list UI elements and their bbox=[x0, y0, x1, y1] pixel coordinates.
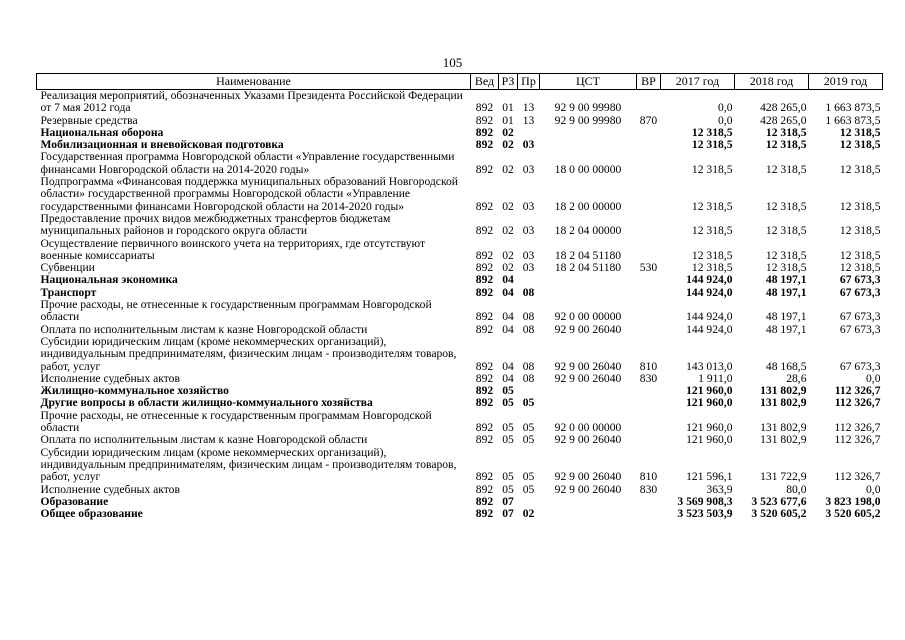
table-row bbox=[37, 90, 883, 115]
cell-name: Резервные средства bbox=[40, 113, 138, 127]
cell-2017: 121 960,0 bbox=[686, 433, 733, 447]
cell-2019: 12 318,5 bbox=[839, 199, 881, 213]
cell-name: Другие вопросы в области жилищно-коммунального хозяйства bbox=[40, 396, 373, 410]
cell-2017: 143 013,0 bbox=[686, 359, 733, 373]
cell-2017: 12 318,5 bbox=[691, 224, 733, 238]
cell-ved: 892 bbox=[475, 101, 494, 115]
cell-pr: 02 bbox=[522, 507, 535, 521]
table-row bbox=[37, 213, 883, 238]
cell-ved: 892 bbox=[475, 125, 494, 139]
cell-name: Оплата по исполнительным листам к казне Новгородской области bbox=[40, 433, 368, 447]
cell-vr bbox=[637, 287, 661, 299]
cell-ved: 892 bbox=[475, 199, 494, 213]
cell-ved: 892 bbox=[475, 396, 494, 410]
table-row bbox=[37, 508, 883, 520]
cell-pr: 08 bbox=[522, 322, 535, 336]
cell-ved: 892 bbox=[475, 359, 494, 373]
cell-ved: 892 bbox=[475, 138, 494, 152]
cell-name: Национальная экономика bbox=[40, 273, 178, 287]
cell-name: Субвенции bbox=[40, 261, 95, 275]
cell-vr bbox=[637, 127, 661, 139]
cell-rz: 02 bbox=[502, 248, 514, 262]
cell-2017: 144 924,0 bbox=[686, 322, 733, 336]
cell-2019: 0,0 bbox=[866, 482, 881, 496]
table-row bbox=[37, 299, 883, 324]
cell-vr bbox=[637, 299, 661, 324]
cell-name: Осуществление первичного воинского учета на территориях, где отсутствуют военные комиссариаты bbox=[40, 236, 426, 262]
cell-2017: 3 569 908,3 bbox=[677, 494, 733, 508]
cell-2019: 67 673,3 bbox=[839, 322, 881, 336]
cell-2018: 12 318,5 bbox=[765, 261, 807, 275]
cell-rz: 05 bbox=[502, 421, 514, 435]
cell-name: Государственная программа Новгородской области «Управление государственными финансами Новгородской области на 2014-2020 годы» bbox=[40, 150, 455, 176]
table-row bbox=[37, 238, 883, 263]
cell-2018: 12 318,5 bbox=[765, 224, 807, 238]
cell-cst: 18 2 04 00000 bbox=[554, 224, 622, 238]
cell-2019: 112 326,7 bbox=[834, 421, 881, 435]
cell-cst: 92 9 00 99980 bbox=[554, 113, 622, 127]
cell-pr: 05 bbox=[522, 482, 535, 496]
header-cst: ЦСТ bbox=[540, 74, 637, 90]
cell-ved: 892 bbox=[475, 273, 494, 287]
cell-2017: 3 523 503,9 bbox=[677, 507, 733, 521]
cell-2019: 12 318,5 bbox=[839, 125, 881, 139]
cell-vr bbox=[637, 274, 661, 286]
cell-2017: 121 596,1 bbox=[686, 470, 733, 484]
cell-2018: 131 722,9 bbox=[760, 470, 807, 484]
table-header-row bbox=[37, 74, 883, 90]
cell-cst: 18 2 04 51180 bbox=[554, 261, 622, 275]
table-row bbox=[37, 176, 883, 213]
cell-pr: 13 bbox=[522, 113, 535, 127]
cell-2019: 67 673,3 bbox=[839, 273, 881, 287]
cell-cst bbox=[540, 139, 637, 151]
cell-rz: 04 bbox=[502, 273, 514, 287]
cell-cst bbox=[540, 397, 637, 409]
cell-ved: 892 bbox=[475, 384, 494, 398]
cell-2019: 12 318,5 bbox=[839, 248, 881, 262]
cell-cst: 92 0 00 00000 bbox=[554, 310, 622, 324]
cell-pr: 03 bbox=[522, 224, 535, 238]
cell-pr: 08 bbox=[522, 310, 535, 324]
cell-2019: 12 318,5 bbox=[839, 138, 881, 152]
cell-2018: 48 197,1 bbox=[765, 310, 807, 324]
cell-2018: 28,6 bbox=[786, 371, 807, 385]
table-row bbox=[37, 410, 883, 435]
cell-2019: 112 326,7 bbox=[834, 396, 881, 410]
cell-2019: 1 663 873,5 bbox=[825, 113, 881, 127]
cell-2018: 48 197,1 bbox=[765, 273, 807, 287]
cell-2017: 363,9 bbox=[706, 482, 733, 496]
cell-vr bbox=[637, 324, 661, 336]
cell-cst: 92 9 00 26040 bbox=[554, 371, 622, 385]
cell-ved: 892 bbox=[475, 162, 494, 176]
cell-cst: 92 9 00 26040 bbox=[554, 470, 622, 484]
header-rz: РЗ bbox=[499, 74, 518, 90]
cell-rz: 02 bbox=[502, 199, 514, 213]
cell-2019: 67 673,3 bbox=[839, 310, 881, 324]
cell-2017: 121 960,0 bbox=[686, 421, 733, 435]
cell-cst: 92 9 00 99980 bbox=[554, 101, 622, 115]
cell-name: Реализация мероприятий, обозначенных Указами Президента Российской Федерации от 7 мая 2012 года bbox=[40, 89, 463, 115]
cell-2019: 112 326,7 bbox=[834, 433, 881, 447]
cell-2018: 48 197,1 bbox=[765, 285, 807, 299]
cell-cst: 92 9 00 26040 bbox=[554, 359, 622, 373]
cell-pr: 08 bbox=[522, 285, 535, 299]
cell-ved: 892 bbox=[475, 507, 494, 521]
cell-2017: 121 960,0 bbox=[686, 396, 733, 410]
cell-rz: 02 bbox=[502, 138, 514, 152]
cell-2017: 12 318,5 bbox=[691, 261, 733, 275]
cell-cst: 92 9 00 26040 bbox=[554, 482, 622, 496]
cell-2018: 131 802,9 bbox=[760, 433, 807, 447]
cell-2017: 144 924,0 bbox=[686, 310, 733, 324]
cell-2019: 1 663 873,5 bbox=[825, 101, 881, 115]
cell-2017: 12 318,5 bbox=[691, 125, 733, 139]
table-row bbox=[37, 434, 883, 446]
cell-name: Жилищно-коммунальное хозяйство bbox=[40, 384, 229, 398]
cell-vr: 530 bbox=[639, 261, 658, 275]
cell-cst: 18 0 00 00000 bbox=[554, 162, 622, 176]
cell-2019: 0,0 bbox=[866, 371, 881, 385]
cell-name: Субсидии юридическим лицам (кроме некоммерческих организаций), индивидуальным предпринимателям, физическим лицам - производителям товаров, работ, услуг bbox=[40, 334, 457, 373]
cell-rz: 07 bbox=[502, 494, 514, 508]
cell-cst bbox=[540, 508, 637, 520]
cell-2019: 67 673,3 bbox=[839, 359, 881, 373]
cell-2019: 3 520 605,2 bbox=[825, 507, 881, 521]
cell-vr: 870 bbox=[639, 113, 658, 127]
cell-rz: 05 bbox=[502, 396, 514, 410]
cell-ved: 892 bbox=[475, 285, 494, 299]
cell-pr: 03 bbox=[522, 261, 535, 275]
cell-2017: 144 924,0 bbox=[686, 285, 733, 299]
table-row bbox=[37, 274, 883, 286]
cell-pr: 03 bbox=[522, 199, 535, 213]
cell-2017: 1 911,0 bbox=[698, 371, 733, 385]
cell-rz: 04 bbox=[502, 359, 514, 373]
table-row bbox=[37, 336, 883, 373]
cell-2018: 12 318,5 bbox=[765, 199, 807, 213]
cell-cst bbox=[540, 127, 637, 139]
page-number: 105 bbox=[442, 55, 463, 70]
header-2018: 2018 год bbox=[735, 74, 809, 90]
cell-vr bbox=[637, 508, 661, 520]
cell-vr: 830 bbox=[639, 482, 658, 496]
cell-cst bbox=[540, 496, 637, 508]
cell-2017: 0,0 bbox=[718, 101, 733, 115]
table-row bbox=[37, 397, 883, 409]
cell-2017: 12 318,5 bbox=[691, 199, 733, 213]
cell-pr: 03 bbox=[522, 138, 535, 152]
cell-2018: 3 523 677,6 bbox=[751, 494, 807, 508]
cell-ved: 892 bbox=[475, 371, 494, 385]
cell-name: Национальная оборона bbox=[40, 125, 164, 139]
cell-2017: 0,0 bbox=[718, 113, 733, 127]
cell-ved: 892 bbox=[475, 224, 494, 238]
table-row bbox=[37, 115, 883, 127]
cell-vr bbox=[637, 139, 661, 151]
cell-2018: 48 197,1 bbox=[765, 322, 807, 336]
table-body bbox=[37, 90, 883, 521]
cell-name: Исполнение судебных актов bbox=[40, 482, 180, 496]
cell-cst: 92 0 00 00000 bbox=[554, 421, 622, 435]
cell-pr: 05 bbox=[522, 396, 535, 410]
cell-vr bbox=[637, 176, 661, 213]
cell-2018: 131 802,9 bbox=[760, 384, 807, 398]
header-vr: ВР bbox=[637, 74, 661, 90]
cell-ved: 892 bbox=[475, 482, 494, 496]
header-2019: 2019 год bbox=[809, 74, 883, 90]
cell-ved: 892 bbox=[475, 322, 494, 336]
cell-ved: 892 bbox=[475, 494, 494, 508]
cell-vr bbox=[637, 151, 661, 176]
cell-pr bbox=[518, 274, 540, 286]
cell-2018: 3 520 605,2 bbox=[751, 507, 807, 521]
cell-2017: 12 318,5 bbox=[691, 162, 733, 176]
cell-name: Оплата по исполнительным листам к казне Новгородской области bbox=[40, 322, 368, 336]
cell-pr: 08 bbox=[522, 359, 535, 373]
cell-rz: 02 bbox=[502, 224, 514, 238]
cell-pr: 05 bbox=[522, 470, 535, 484]
cell-vr bbox=[637, 397, 661, 409]
cell-2018: 12 318,5 bbox=[765, 125, 807, 139]
header-name: Наименование bbox=[37, 74, 471, 90]
cell-ved: 892 bbox=[475, 113, 494, 127]
cell-cst: 92 9 00 26040 bbox=[554, 322, 622, 336]
table-row bbox=[37, 447, 883, 484]
cell-cst: 18 2 04 51180 bbox=[554, 248, 622, 262]
header-pr: Пр bbox=[518, 74, 540, 90]
header-ved: Вед bbox=[471, 74, 499, 90]
cell-pr: 03 bbox=[522, 248, 535, 262]
cell-vr bbox=[637, 410, 661, 435]
cell-name: Мобилизационная и вневойсковая подготовка bbox=[40, 138, 284, 152]
cell-2018: 48 168,5 bbox=[765, 359, 807, 373]
cell-rz: 02 bbox=[502, 261, 514, 275]
cell-cst bbox=[540, 274, 637, 286]
cell-ved: 892 bbox=[475, 261, 494, 275]
cell-ved: 892 bbox=[475, 470, 494, 484]
cell-rz: 05 bbox=[502, 470, 514, 484]
cell-name: Общее образование bbox=[40, 507, 143, 521]
cell-2017: 12 318,5 bbox=[691, 138, 733, 152]
cell-rz: 02 bbox=[502, 162, 514, 176]
cell-rz: 05 bbox=[502, 384, 514, 398]
cell-vr: 810 bbox=[639, 470, 658, 484]
cell-2019: 67 673,3 bbox=[839, 285, 881, 299]
table-row bbox=[37, 484, 883, 496]
cell-2018: 12 318,5 bbox=[765, 138, 807, 152]
cell-vr: 810 bbox=[639, 359, 658, 373]
cell-rz: 02 bbox=[502, 125, 514, 139]
cell-vr bbox=[637, 238, 661, 263]
cell-2017: 144 924,0 bbox=[686, 273, 733, 287]
cell-2017: 12 318,5 bbox=[691, 248, 733, 262]
cell-cst: 92 9 00 26040 bbox=[554, 433, 622, 447]
cell-cst bbox=[540, 385, 637, 397]
cell-pr: 03 bbox=[522, 162, 535, 176]
cell-2018: 131 802,9 bbox=[760, 396, 807, 410]
cell-vr bbox=[637, 434, 661, 446]
cell-vr: 830 bbox=[639, 371, 658, 385]
cell-name: Прочие расходы, не отнесенные к государственным программам Новгородской области bbox=[40, 298, 432, 324]
cell-cst: 18 2 00 00000 bbox=[554, 199, 622, 213]
cell-ved: 892 bbox=[475, 310, 494, 324]
cell-pr: 13 bbox=[522, 101, 535, 115]
table-row bbox=[37, 151, 883, 176]
cell-rz: 04 bbox=[502, 322, 514, 336]
cell-2018: 80,0 bbox=[786, 482, 807, 496]
cell-2019: 12 318,5 bbox=[839, 224, 881, 238]
cell-rz: 04 bbox=[502, 310, 514, 324]
cell-rz: 01 bbox=[502, 101, 514, 115]
cell-pr: 08 bbox=[522, 371, 535, 385]
cell-2018: 428 265,0 bbox=[760, 113, 807, 127]
cell-2018: 131 802,9 bbox=[760, 421, 807, 435]
cell-2018: 12 318,5 bbox=[765, 162, 807, 176]
cell-rz: 04 bbox=[502, 285, 514, 299]
cell-rz: 05 bbox=[502, 433, 514, 447]
cell-ved: 892 bbox=[475, 248, 494, 262]
cell-rz: 07 bbox=[502, 507, 514, 521]
cell-name: Подпрограмма «Финансовая поддержка муниципальных образований Новгородской области» государственной программы Новгородской области «Управление государственными финансами Новгородской области на 2014-2020 годы» bbox=[40, 175, 458, 213]
cell-ved: 892 bbox=[475, 421, 494, 435]
cell-2019: 12 318,5 bbox=[839, 261, 881, 275]
cell-vr bbox=[637, 213, 661, 238]
header-2017: 2017 год bbox=[661, 74, 735, 90]
cell-2019: 3 823 198,0 bbox=[825, 494, 881, 508]
cell-pr: 05 bbox=[522, 421, 535, 435]
cell-cst bbox=[540, 287, 637, 299]
cell-rz: 01 bbox=[502, 113, 514, 127]
cell-name: Исполнение судебных актов bbox=[40, 371, 180, 385]
cell-2018: 428 265,0 bbox=[760, 101, 807, 115]
cell-rz: 05 bbox=[502, 482, 514, 496]
cell-2019: 112 326,7 bbox=[834, 384, 881, 398]
cell-ved: 892 bbox=[475, 433, 494, 447]
cell-pr: 05 bbox=[522, 433, 535, 447]
budget-table bbox=[36, 73, 883, 520]
cell-name: Предоставление прочих видов межбюджетных трансфертов бюджетам муниципальных районов и городского округа области bbox=[40, 211, 391, 238]
cell-2019: 112 326,7 bbox=[834, 470, 881, 484]
cell-name: Прочие расходы, не отнесенные к государственным программам Новгородской области bbox=[40, 408, 432, 435]
cell-name: Транспорт bbox=[40, 285, 97, 299]
cell-vr bbox=[637, 496, 661, 508]
cell-name: Образование bbox=[40, 494, 109, 508]
cell-2018: 12 318,5 bbox=[765, 248, 807, 262]
cell-vr bbox=[637, 90, 661, 115]
cell-vr bbox=[637, 385, 661, 397]
cell-2019: 12 318,5 bbox=[839, 162, 881, 176]
cell-2017: 121 960,0 bbox=[686, 384, 733, 398]
cell-name: Субсидии юридическим лицам (кроме некоммерческих организаций), индивидуальным предпринимателям, физическим лицам - производителям товаров, работ, услуг bbox=[40, 445, 457, 484]
cell-rz: 04 bbox=[502, 371, 514, 385]
